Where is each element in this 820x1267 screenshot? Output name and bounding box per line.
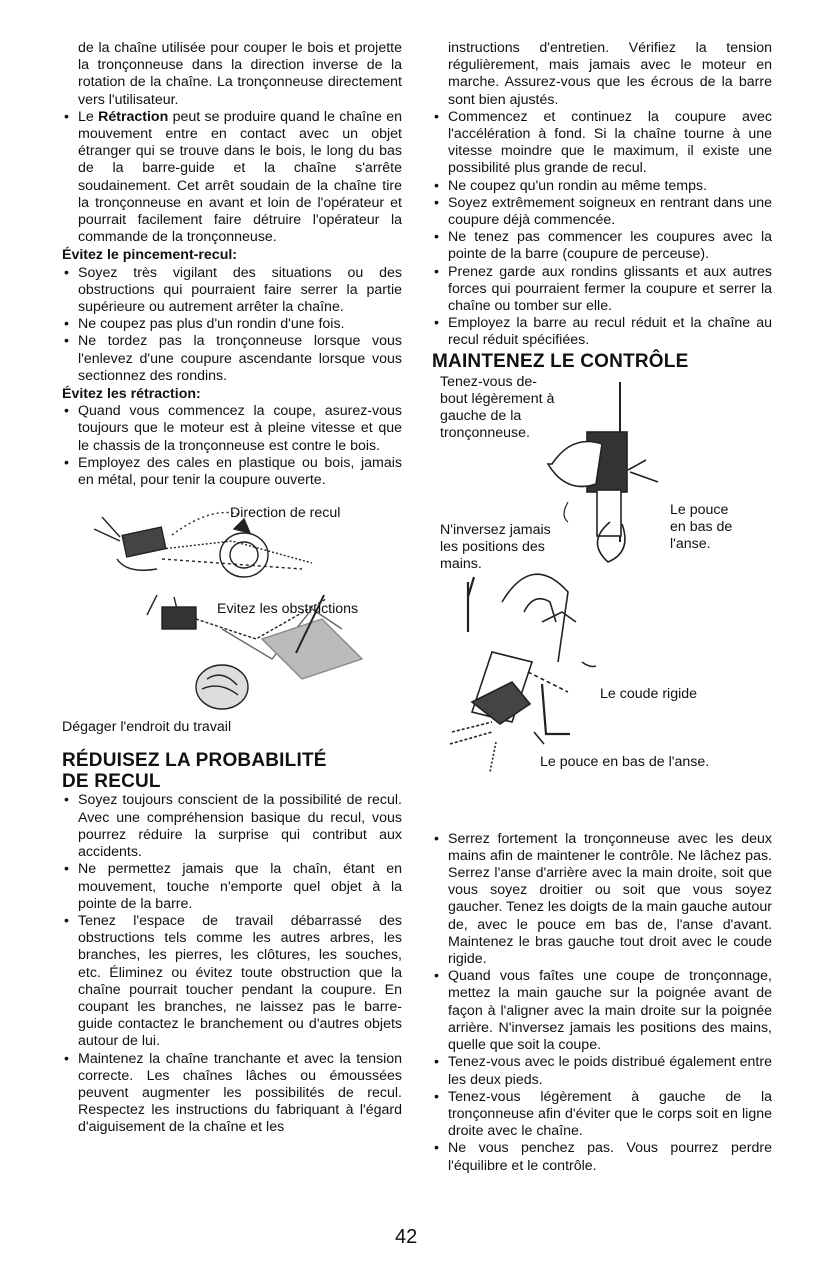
intro-paragraph: instructions d'entretien. Vérifiez la tension régulièrement, mais jamais avec le moteur en marche. Assurez-vous que les écrous de la barre sont bien ajustés.: [448, 40, 772, 108]
retraction-pre: Le: [78, 108, 99, 125]
list-item: • Employez la barre au recul réduit et la chaîne au recul réduit spécifiées.: [432, 315, 772, 349]
control-illustration: [432, 372, 772, 827]
section-heading: [62, 750, 402, 792]
list-item: • Soyez toujours conscient de la possibilité de recul. Avec une compréhension basique du recul, vous pourrez réduire la surprise qui contribut aux accidents.: [62, 792, 402, 861]
list-item: • Serrez fortement la tronçonneuse avec les deux mains afin de maintener le contrôle. Ne lâchez pas. Serrez l'anse d'arrière avec la main droite, soit que vous soyez droitier ou soit que vous soyez gaucher. Tenez les doigts de la main gauche autour de, avec le pouce em bas de, l'anse d'avant. Maintenez le bras gauche tout droit avec le coude rigide.: [432, 831, 772, 969]
list-item: • Ne coupez qu'un rondin au même temps.: [432, 178, 772, 195]
list-item: • Quand vous commencez la coupe, asurez-vous toujours que le moteur est à pleine vitesse et que le chassis de la tronçonneuse est contre le bois.: [62, 403, 402, 455]
list-item: • Tenez l'espace de travail débarrassé des obstructions tels comme les autres arbres, les branches, les pierres, les clôtures, les souches, etc. Éliminez ou évitez toute obstruction que la chaîne pourrait toucher pendant la coupure. En coupant les branches, ne laissez pas le barre-guide contactez le branchement ou d'autres objets autour de lui.: [62, 913, 402, 1051]
list-item: • Tenez-vous légèrement à gauche de la tronçonneuse afin d'éviter que le corps soit en ligne droite avec le chaîne.: [432, 1089, 772, 1141]
right-column: [432, 40, 772, 1175]
recoil-direction-label: Direction de recul: [230, 505, 341, 522]
avoid-obstructions-label: Evitez les obstructions: [217, 601, 359, 618]
retraction-item: [62, 109, 402, 247]
recoil-reduction-list: [62, 792, 402, 1136]
pinch-heading: Évitez le pincement-recul:: [62, 247, 238, 264]
elbow-label: Le coude rigide: [600, 685, 698, 702]
thumb-bottom-label: Le pouce en bas de l'anse.: [540, 753, 710, 770]
heading-line-1: RÉDUISEZ LA PROBABILITÉ: [62, 750, 327, 772]
list-item: • Commencez et continuez la coupure avec l'accélération à fond. Si la chaîne tourne à une vitesse moindre que le maximum, il existe une possibilité plus grande de recul.: [432, 109, 772, 178]
left-column: [62, 40, 402, 1137]
page-number: 42: [395, 1226, 418, 1248]
list-item: • Ne tenez pas commencer les coupures avec la pointe de la barre (coupure de perceuse).: [432, 229, 772, 263]
control-list: [432, 831, 772, 1175]
list-item: • Ne permettez jamais que la chaîn, étant en mouvement, touche n'emporte quel objet à la pointe de la barre.: [62, 861, 402, 913]
recoil-illustration: [62, 489, 402, 719]
stand-left-label: Tenez-vous de- bout légèrement à gauche de la tronçonneuse.: [440, 373, 555, 441]
list-item: • Ne coupez pas plus d'un rondin d'une fois.: [62, 316, 402, 333]
list-item: • Ne tordez pas la tronçonneuse lorsque vous l'enlevez d'une coupure ascendante lorsque vous sectionnez des rondins.: [62, 333, 402, 385]
list-item: • Maintenez la chaîne tranchante et avec la tension correcte. Les chaînes lâches ou émoussées peuvent augmenter les possibilités de recul. Respectez les instructions du fabriquant à l'égard d'aiguisement de la chaîne et les: [62, 1051, 402, 1137]
retract-heading: Évitez les rétraction:: [62, 386, 201, 403]
thumb-label: Le pouce en bas de l'anse.: [670, 501, 733, 552]
retraction-text: peut se produire quand le chaîne en mouvement entre en contact avec un objet étranger qui se trouve dans le bois, le long du bas de la barre-guide et la chaîne s'arrête soudainement. Cet arrêt soudain de la chaîne tire la tronçonneuse en avant et loin de l'opérateur et pourrait facilement faire détruire l'opérateur la commande de la tronçonneuse.: [78, 108, 402, 246]
list-item: • Ne vous penchez pas. Vous pourrez perdre l'équilibre et le contrôle.: [432, 1140, 772, 1174]
list-item: • Quand vous faîtes une coupe de tronçonnage, mettez la main gauche sur la poignée avant de façon à l'aligner avec la main droite sur la poignée arrière. N'inversez jamais les positions des mains, quelle que soit la coupe.: [432, 968, 772, 1054]
retract-list: [62, 403, 402, 489]
list-item: • Soyez extrêmement soigneux en rentrant dans une coupure déjà commencée.: [432, 195, 772, 229]
control-heading: MAINTENEZ LE CONTRÔLE: [432, 350, 689, 372]
figure-caption: Dégager l'endroit du travail: [62, 719, 232, 736]
retraction-list: [62, 109, 402, 247]
retraction-term: Rétraction: [98, 108, 169, 125]
heading-line-2: DE RECUL: [62, 771, 161, 793]
cutting-list: [432, 109, 772, 350]
list-item: • Prenez garde aux rondins glissants et aux autres forces qui pourraient fermer la coupure et serrer la chaîne ou tomber sur elle.: [432, 264, 772, 316]
list-item: • Soyez très vigilant des situations ou des obstructions qui pourraient faire serrer la partie supérieure ou autrement arrêter la chaîne.: [62, 265, 402, 317]
pinch-list: [62, 265, 402, 385]
list-item: • Tenez-vous avec le poids distribué également entre les deux pieds.: [432, 1054, 772, 1088]
list-item: • Employez des cales en plastique ou bois, jamais en métal, pour tenir la coupure ouverte.: [62, 455, 402, 489]
intro-paragraph: de la chaîne utilisée pour couper le bois et projette la tronçonneuse dans la direction inverse de la rotation de la chaîne. La tronçonneuse directement vers l'utilisateur.: [78, 40, 402, 108]
hands-label: N'inversez jamais les positions des mains.: [440, 521, 551, 572]
